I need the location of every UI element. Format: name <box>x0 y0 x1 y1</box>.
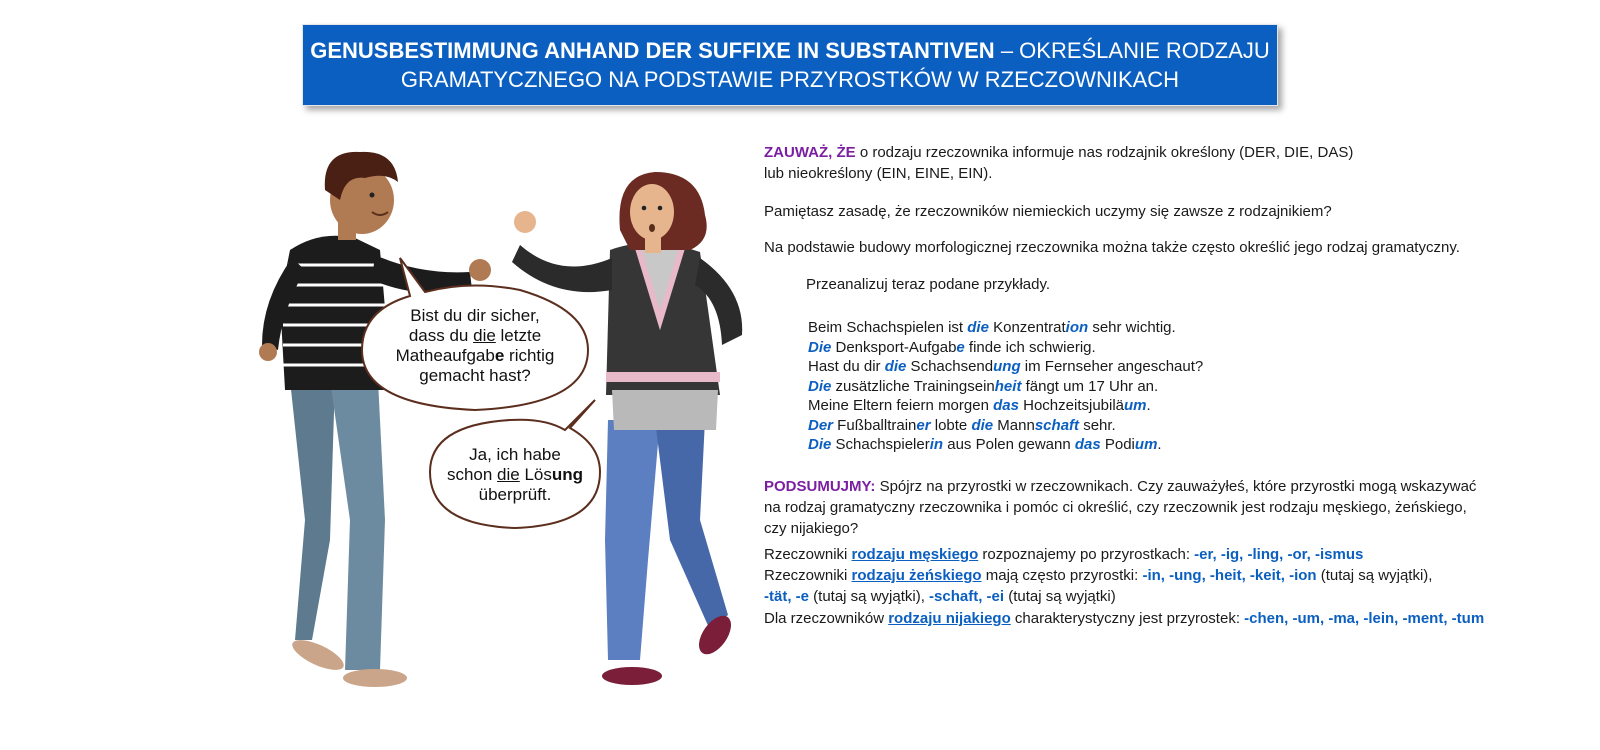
example-sentence <box>808 357 1203 377</box>
man-figure <box>259 152 491 687</box>
text-fragment: Schachspieler <box>831 436 930 453</box>
feminine-rule-1: Rzeczowniki rodzaju żeńskiego mają często przyrostki: -in, -ung, -heit, -keit, -ion (tutaj są wyjątki), <box>764 567 1433 584</box>
feminine-rule-2: -tät, -e (tutaj są wyjątki), -schaft, -ei (tutaj są wyjątki) <box>764 588 1116 605</box>
text-fragment: aus Polen gewann <box>943 436 1075 453</box>
masculine-rule: Rzeczowniki rodzaju męskiego rozpoznajemy po przyrostkach: -er, -ig, -ling, -or, -ismus <box>764 546 1364 563</box>
text-fragment: . <box>1146 397 1151 414</box>
highlighted-fragment: ung <box>993 358 1021 375</box>
highlighted-fragment: ion <box>1065 319 1089 336</box>
link-neuter[interactable]: rodzaju nijakiego <box>888 610 1011 627</box>
example-sentence <box>808 338 1203 358</box>
highlighted-fragment: das <box>993 397 1019 414</box>
text-fragment: fängt um 17 Uhr an. <box>1021 377 1159 395</box>
highlighted-fragment: um <box>1124 397 1147 414</box>
highlighted-fragment: die <box>967 319 989 336</box>
text-fragment: Schachsend <box>906 358 994 375</box>
highlighted-fragment: die <box>971 416 994 434</box>
bubble-man-text: Bist du dir sicher, dass du die letzte Matheaufgabe richtig gemacht hast? <box>395 306 555 385</box>
text-fragment: Hochzeitsjubilä <box>1018 397 1125 414</box>
highlighted-fragment: Der <box>808 416 834 434</box>
text-fragment: sehr. <box>1079 416 1116 434</box>
text-fragment: finde ich schwierig. <box>964 338 1096 356</box>
intro-line-3: Pamiętasz zasadę, że rzeczowników niemieckich uczymy się zawsze z rodzajnikiem? <box>764 203 1332 220</box>
intro-line-4: Na podstawie budowy morfologicznej rzeczownika można także często określić jego rodzaj gramatyczny. <box>764 239 1460 256</box>
text-fragment: zusätzliche Trainingsein <box>831 377 995 395</box>
title-line-1: GENUSBESTIMMUNG ANHAND DER SUFFIXE IN SUBSTANTIVEN – OKREŚLANIE RODZAJU <box>310 38 1270 63</box>
highlighted-fragment: Die <box>808 338 832 356</box>
summary-line-2: na rodzaj gramatyczny rzeczownika i pomóc ci określić, czy rzeczownik jest rodzaju męskiego, żeńskiego, <box>764 499 1467 516</box>
text-fragment: sehr wichtig. <box>1088 319 1176 336</box>
example-sentence <box>808 318 1203 338</box>
link-masculine[interactable]: rodzaju męskiego <box>851 546 979 563</box>
highlighted-fragment: Die <box>808 436 832 453</box>
intro-line-2: lub nieokreślony (EIN, EINE, EIN). <box>764 165 993 182</box>
text-fragment: lobte <box>930 416 972 434</box>
summary-line-3: czy nijakiego? <box>764 520 859 537</box>
text-fragment: Podi <box>1100 436 1135 453</box>
text-fragment: Denksport-Aufgab <box>831 338 957 356</box>
highlighted-fragment: e <box>956 338 965 356</box>
text-fragment: . <box>1157 436 1162 453</box>
neuter-rule: Dla rzeczowników rodzaju nijakiego charakterystyczny jest przyrostek: -chen, -um, -ma, -lein, -ment, -tum <box>764 610 1485 627</box>
highlighted-fragment: heit <box>994 377 1022 395</box>
highlighted-fragment: Die <box>808 377 832 395</box>
highlighted-fragment: er <box>916 416 931 434</box>
intro-line-1: ZAUWAŻ, ŻE o rodzaju rzeczownika informuje nas rodzajnik określony (DER, DIE, DAS) <box>764 144 1354 161</box>
text-fragment: Fußballtrain <box>833 416 917 434</box>
link-feminine[interactable]: rodzaju żeńskiego <box>851 567 982 584</box>
example-sentence <box>808 377 1203 397</box>
summary-line-1: PODSUMUJMY: Spójrz na przyrostki w rzeczownikach. Czy zauważyłeś, które przyrostki mogą wskazywać <box>764 478 1477 495</box>
highlighted-fragment: in <box>929 436 944 453</box>
bubble-woman-text: Ja, ich habe schon die Lösung überprüft. <box>446 445 584 504</box>
intro-line-5: Przeanalizuj teraz podane przykłady. <box>806 276 1051 293</box>
example-sentence <box>808 435 1203 455</box>
example-sentence <box>808 416 1203 436</box>
highlighted-fragment: die <box>884 358 907 375</box>
examples-list <box>808 318 1203 455</box>
text-fragment: Beim Schachspielen ist <box>808 319 968 336</box>
title-line-2: GRAMATYCZNEGO NA PODSTAWIE PRZYROSTKÓW W RZECZOWNIKACH <box>400 67 1180 92</box>
example-sentence <box>808 396 1203 416</box>
highlighted-fragment: um <box>1134 436 1158 453</box>
title-banner <box>302 24 1278 106</box>
highlighted-fragment: das <box>1074 436 1101 453</box>
text-fragment: Mann <box>993 416 1035 434</box>
text-fragment: Hast du dir <box>808 358 885 375</box>
text-fragment: Meine Eltern feiern morgen <box>808 397 994 414</box>
text-fragment: Konzentrat <box>988 319 1066 336</box>
text-fragment: im Fernseher angeschaut? <box>1020 358 1204 375</box>
conversation-illustration <box>250 140 770 700</box>
highlighted-fragment: schaft <box>1034 416 1080 434</box>
